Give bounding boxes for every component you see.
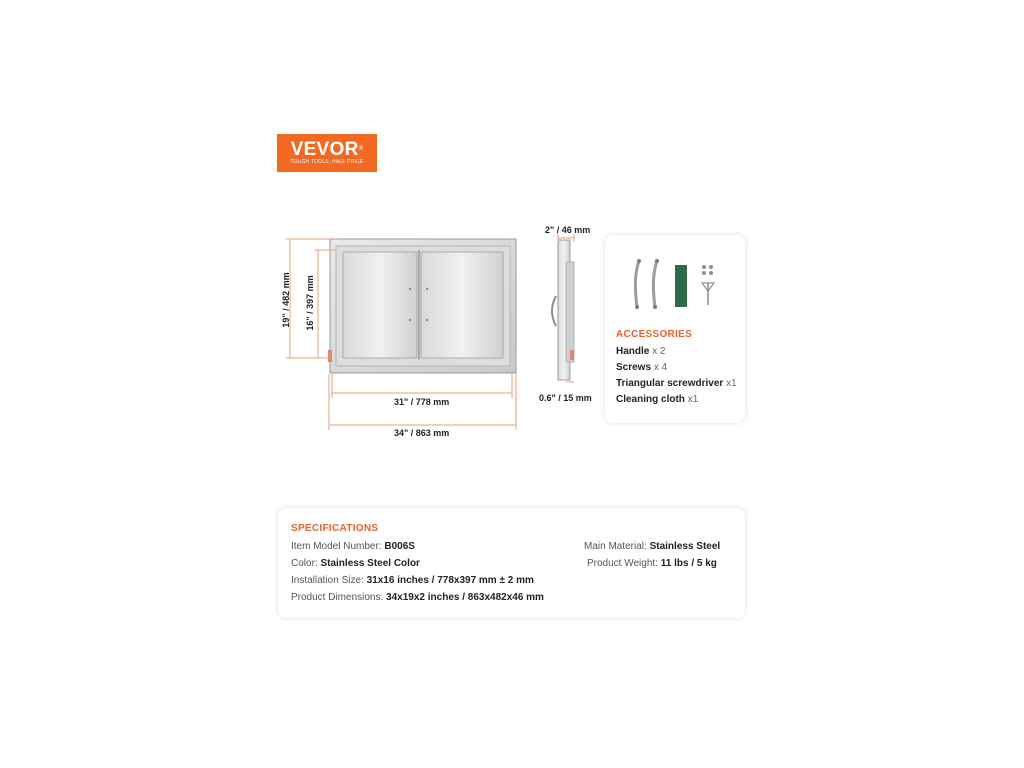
spec-product-dimensions: Product Dimensions: 34x19x2 inches / 863x482x46 mm <box>291 592 544 603</box>
screws-icon <box>702 265 713 275</box>
spec-installation-size: Installation Size: 31x16 inches / 778x397 mm ± 2 mm <box>291 575 534 586</box>
accessories-illustration <box>605 235 745 325</box>
specifications-title: SPECIFICATIONS <box>291 523 379 534</box>
accessory-screwdriver: Triangular screwdriver x1 <box>616 378 737 389</box>
accessory-cleaning-cloth: Cleaning cloth x1 <box>616 394 699 405</box>
spec-product-weight: Product Weight: 11 lbs / 5 kg <box>587 558 717 569</box>
spec-model-number: Item Model Number: B006S <box>291 541 415 552</box>
width-inner-label: 31" / 778 mm <box>394 397 450 407</box>
brand-tagline: TOUGH TOOLS, HALF PRICE <box>290 159 364 165</box>
cleaning-cloth-icon <box>675 265 687 307</box>
accessory-screws: Screws x 4 <box>616 362 668 373</box>
handle-icon <box>635 259 659 309</box>
height-outer-label: 19" / 482 mm <box>281 272 291 328</box>
accessories-title: ACCESSORIES <box>616 329 693 340</box>
registered-mark: ® <box>358 146 364 152</box>
accessory-handle: Handle x 2 <box>616 346 666 357</box>
spec-color: Color: Stainless Steel Color <box>291 558 420 569</box>
spec-main-material: Main Material: Stainless Steel <box>584 541 721 552</box>
thickness-label: 0.6" / 15 mm <box>539 393 592 403</box>
height-inner-label: 16" / 397 mm <box>305 275 315 331</box>
door-front-view <box>328 239 516 373</box>
brand-name: VEVOR <box>290 139 359 160</box>
depth-label: 2" / 46 mm <box>545 225 591 235</box>
screwdriver-icon <box>702 283 714 305</box>
width-outer-label: 34" / 863 mm <box>394 428 450 438</box>
door-side-view <box>552 240 574 380</box>
